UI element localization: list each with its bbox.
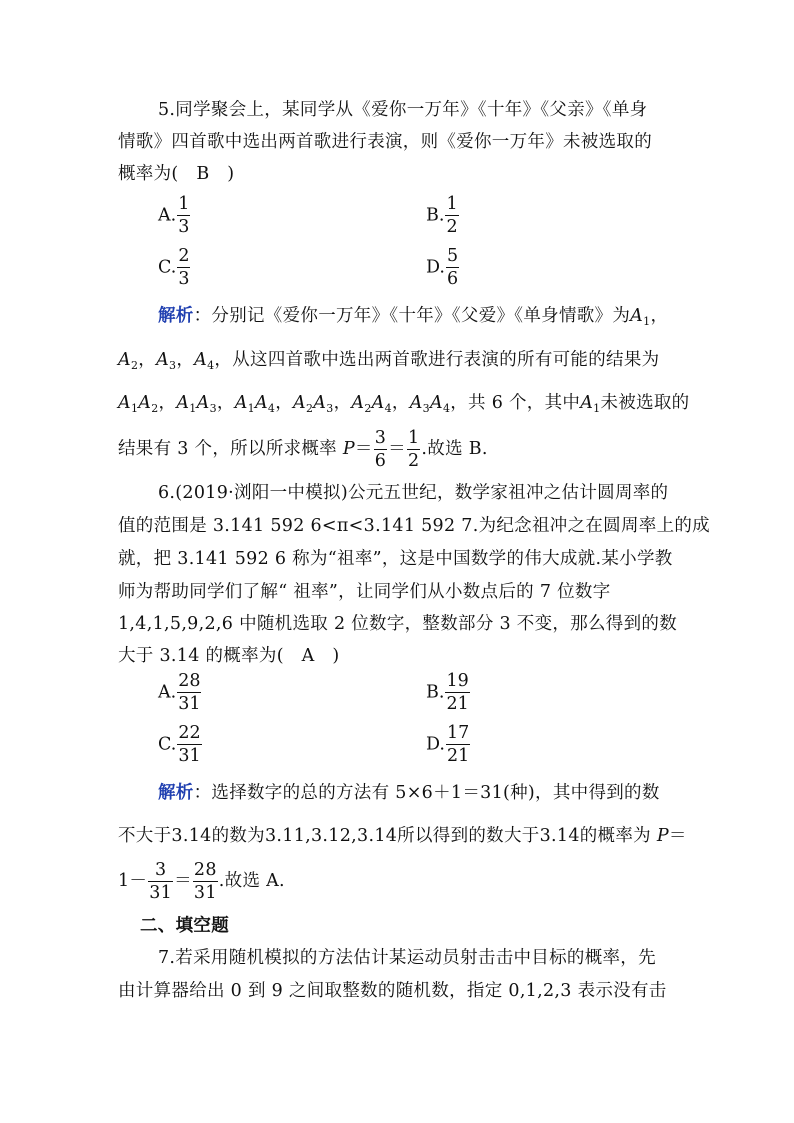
q5-analysis-line-4: 结果有 3 个，所以所求概率 P＝ $\frac{3}{6}$ ＝ $\frac{1}{2}$ .故选 B. [118,428,488,471]
q5-line-2: 情歌》四首歌中选出两首歌进行表演，则《爱你一万年》未被选取的 [118,132,652,152]
q5-analysis-line-2: $A_2$，$A_3$，$A_4$，从这四首歌中选出两首歌进行表演的所有可能的结果为 [118,350,660,372]
q6-analysis-line-3: 1－ $\frac{3}{31}$ ＝ $\frac{28}{31}$ .故选 A. [118,860,285,903]
q7-line-1: 7.若采用随机模拟的方法估计某运动员射击击中目标的概率，先 [158,948,656,968]
q6-line-3: 就，把 3.141 592 6 称为“祖率”，这是中国数学的伟大成就.某小学教 [118,549,673,569]
q5-analysis-line-1: 解析：分别记《爱你一万年》《十年》《父爱》《单身情歌》为$A_1$， [158,306,669,328]
q6-line-6: 大于 3.14 的概率为( A ) [118,646,340,666]
q6-line-5: 1,4,1,5,9,2,6 中随机选取 2 位数字，整数部分 3 不变，那么得到的数 [118,614,677,634]
q6-line-2: 值的范围是 3.141 592 6<π<3.141 592 7.为纪念祖冲之在圆周率上的成 [118,516,710,536]
q6-analysis-line-1: 解析：选择数字的总的方法有 5×6＋1＝31(种)，其中得到的数 [158,783,660,803]
q6-option-b: B. $\frac{19}{21}$ [426,671,469,714]
q6-option-d: D. $\frac{17}{21}$ [426,723,470,766]
q6-line-1: 6.(2019·浏阳一中模拟)公元五世纪，数学家祖冲之估计圆周率的 [158,483,669,503]
q7-line-2: 由计算器给出 0 到 9 之间取整数的随机数，指定 0,1,2,3 表示没有击 [118,981,667,1001]
q6-option-a: A. $\frac{28}{31}$ [158,671,201,714]
q5-option-a: A. $\frac{1}{3}$ [158,194,190,237]
section-heading: 二、填空题 [140,916,229,936]
analysis-tag: 解析 [158,783,194,803]
q6-line-4: 师为帮助同学们了解“ 祖率”，让同学们从小数点后的 7 位数字 [118,582,611,602]
q5-line-3: 概率为( B ) [118,164,235,184]
q5-analysis-line-3: $A_1A_2$，$A_1A_3$，$A_1A_4$，$A_2A_3$，$A_2A_4$，$A_3A_4$，共 6 个，其中$A_1$未被选取的 [118,393,690,415]
q5-option-b: B. $\frac{1}{2}$ [426,194,458,237]
q6-option-c: C. $\frac{22}{31}$ [158,723,201,766]
q6-analysis-line-2: 不大于3.14的数为3.11,3.12,3.14所以得到的数大于3.14的概率为 P＝ [118,826,687,846]
q5-option-d: D. $\frac{5}{6}$ [426,246,459,289]
q5-line-1: 5.同学聚会上，某同学从《爱你一万年》《十年》《父亲》《单身 [158,100,648,120]
analysis-tag: 解析 [158,306,194,326]
q5-option-c: C. $\frac{2}{3}$ [158,246,190,289]
